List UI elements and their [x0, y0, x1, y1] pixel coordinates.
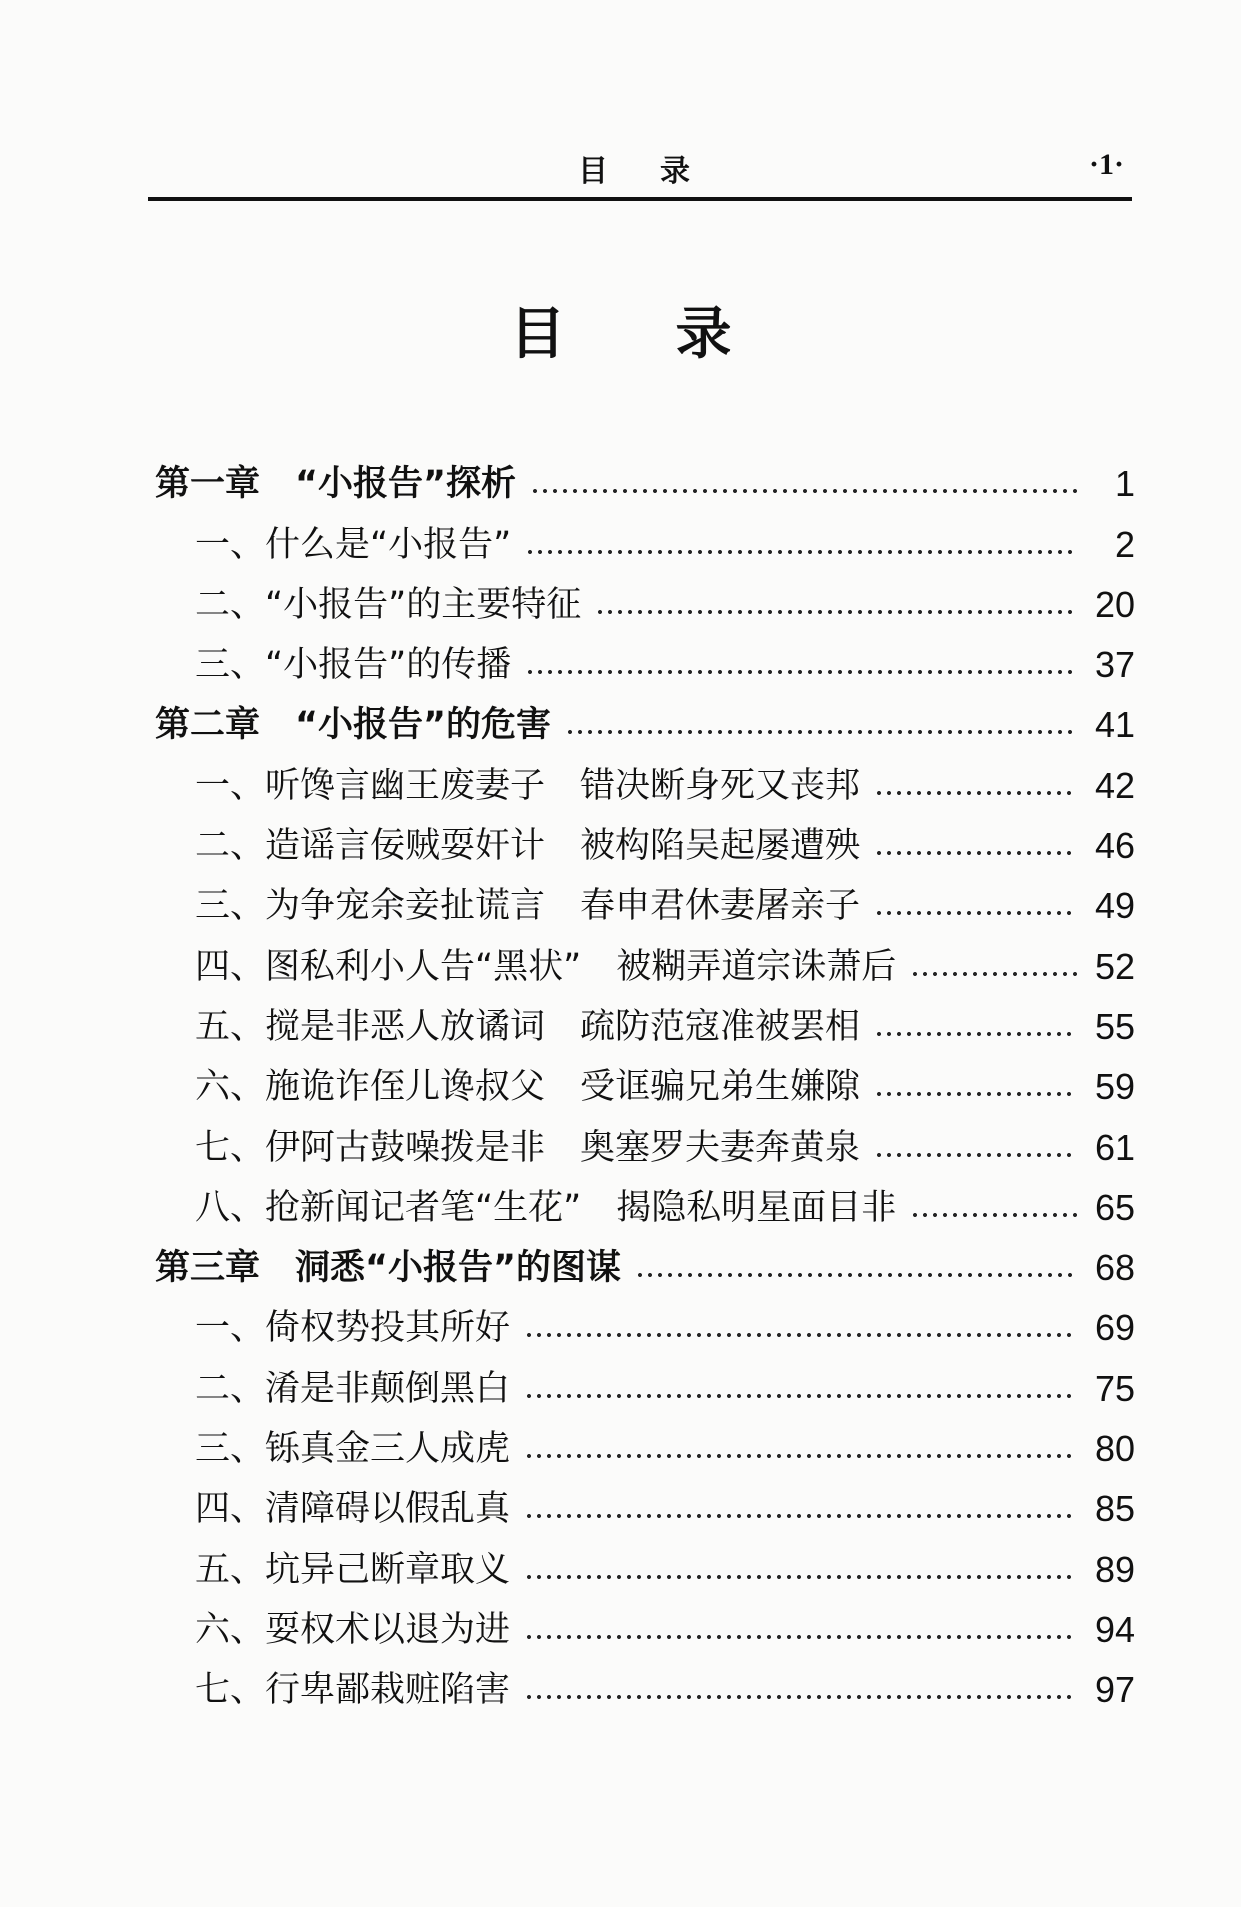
toc-section-entry[interactable] [155, 749, 1135, 809]
toc-section-entry[interactable] [155, 569, 1135, 629]
toc-entry-title: 第一章 “小报告”探析 [155, 464, 517, 505]
toc-entry-title: 三、铄真金三人成虎 [195, 1429, 511, 1470]
dot-leader [524, 1612, 1077, 1642]
toc-entry-title: 第三章 洞悉“小报告”的图谋 [155, 1248, 622, 1289]
toc-section-entry[interactable] [155, 930, 1135, 990]
table-of-contents [155, 448, 1135, 1714]
dot-leader [524, 1310, 1077, 1340]
toc-entry-title: 一、听馋言幽王废妻子 错决断身死又丧邦 [195, 765, 861, 806]
dot-leader [874, 1130, 1077, 1160]
dot-leader [910, 949, 1077, 979]
toc-section-entry[interactable] [155, 870, 1135, 930]
dot-leader [910, 1190, 1077, 1220]
toc-section-entry[interactable] [155, 1111, 1135, 1171]
toc-page-number: 59 [1094, 1066, 1135, 1108]
dot-leader [525, 527, 1077, 557]
toc-entry-title: 二、“小报告”的主要特征 [195, 584, 582, 625]
toc-section-entry[interactable] [155, 1352, 1135, 1412]
toc-entry-title: 三、“小报告”的传播 [195, 645, 512, 686]
toc-entry-title: 六、耍权术以退为进 [195, 1609, 511, 1650]
toc-page-number: 37 [1094, 644, 1135, 686]
toc-chapter-entry[interactable] [155, 1232, 1135, 1292]
running-head-title: 目录 [578, 154, 742, 189]
toc-page-number: 68 [1094, 1247, 1135, 1289]
header-rule [148, 197, 1132, 201]
dot-leader [525, 647, 1077, 677]
toc-section-entry[interactable] [155, 1292, 1135, 1352]
dot-leader [874, 1069, 1077, 1099]
toc-entry-title: 五、坑异己断章取义 [195, 1549, 511, 1590]
toc-chapter-entry[interactable] [155, 448, 1135, 508]
toc-page-number: 49 [1094, 885, 1135, 927]
toc-section-entry[interactable] [155, 629, 1135, 689]
dot-leader [635, 1250, 1077, 1280]
running-head [148, 146, 1132, 189]
toc-section-entry[interactable] [155, 1172, 1135, 1232]
toc-page-number: 42 [1094, 764, 1135, 806]
toc-entry-title: 一、倚权势投其所好 [195, 1308, 511, 1349]
toc-entry-title: 三、为争宠余妾扯谎言 春申君休妻屠亲子 [195, 886, 861, 927]
toc-page-number: 69 [1094, 1307, 1135, 1349]
toc-entry-title: 二、造谣言佞贼耍奸计 被构陷吴起屡遭殃 [195, 826, 861, 867]
toc-page-number: 52 [1094, 945, 1135, 987]
toc-page-number: 1 [1114, 463, 1135, 505]
toc-page-number: 75 [1094, 1367, 1135, 1409]
dot-leader [565, 707, 1077, 737]
toc-entry-title: 一、什么是“小报告” [195, 524, 512, 565]
toc-entry-title: 七、行卑鄙栽赃陷害 [195, 1670, 511, 1711]
dot-leader [524, 1431, 1077, 1461]
toc-page-number: 85 [1094, 1488, 1135, 1530]
dot-leader [524, 1371, 1077, 1401]
toc-entry-title: 二、淆是非颠倒黑白 [195, 1368, 511, 1409]
toc-chapter-entry[interactable] [155, 689, 1135, 749]
dot-leader [524, 1491, 1077, 1521]
toc-section-entry[interactable] [155, 810, 1135, 870]
toc-entry-title: 四、图私利小人告“黑状” 被糊弄道宗诛萧后 [195, 946, 897, 987]
dot-leader [874, 1009, 1077, 1039]
toc-entry-title: 五、搅是非恶人放谲词 疏防范寇准被罢相 [195, 1006, 861, 1047]
toc-page-number: 94 [1094, 1608, 1135, 1650]
toc-page-number: 41 [1094, 704, 1135, 746]
dot-leader [595, 587, 1077, 617]
page-title: 目录 [509, 301, 842, 367]
toc-page-number: 2 [1114, 523, 1135, 565]
toc-entry-title: 四、清障碍以假乱真 [195, 1489, 511, 1530]
toc-page-number: 97 [1094, 1669, 1135, 1711]
toc-section-entry[interactable] [155, 508, 1135, 568]
dot-leader [524, 1672, 1077, 1702]
toc-section-entry[interactable] [155, 1654, 1135, 1714]
toc-page-number: 55 [1094, 1005, 1135, 1047]
toc-section-entry[interactable] [155, 1594, 1135, 1654]
toc-page-number: 89 [1094, 1548, 1135, 1590]
toc-entry-title: 七、伊阿古鼓噪拨是非 奥塞罗夫妻奔黄泉 [195, 1127, 861, 1168]
dot-leader [524, 1552, 1077, 1582]
toc-page-number: 61 [1094, 1126, 1135, 1168]
dot-leader [874, 768, 1077, 798]
toc-section-entry[interactable] [155, 1051, 1135, 1111]
toc-section-entry[interactable] [155, 1473, 1135, 1533]
toc-entry-title: 八、抢新闻记者笔“生花” 揭隐私明星面目非 [195, 1187, 897, 1228]
toc-page-number: 80 [1094, 1428, 1135, 1470]
running-head-page-number: ·1· [1088, 148, 1124, 181]
toc-section-entry[interactable] [155, 991, 1135, 1051]
toc-page-number: 46 [1094, 825, 1135, 867]
toc-page-number: 20 [1094, 583, 1135, 625]
dot-leader [874, 888, 1077, 918]
toc-section-entry[interactable] [155, 1533, 1135, 1593]
toc-page-number: 65 [1094, 1186, 1135, 1228]
toc-section-entry[interactable] [155, 1413, 1135, 1473]
toc-entry-title: 第二章 “小报告”的危害 [155, 705, 552, 746]
dot-leader [874, 828, 1077, 858]
dot-leader [530, 466, 1077, 496]
toc-entry-title: 六、施诡诈侄儿谗叔父 受诓骗兄弟生嫌隙 [195, 1067, 861, 1108]
